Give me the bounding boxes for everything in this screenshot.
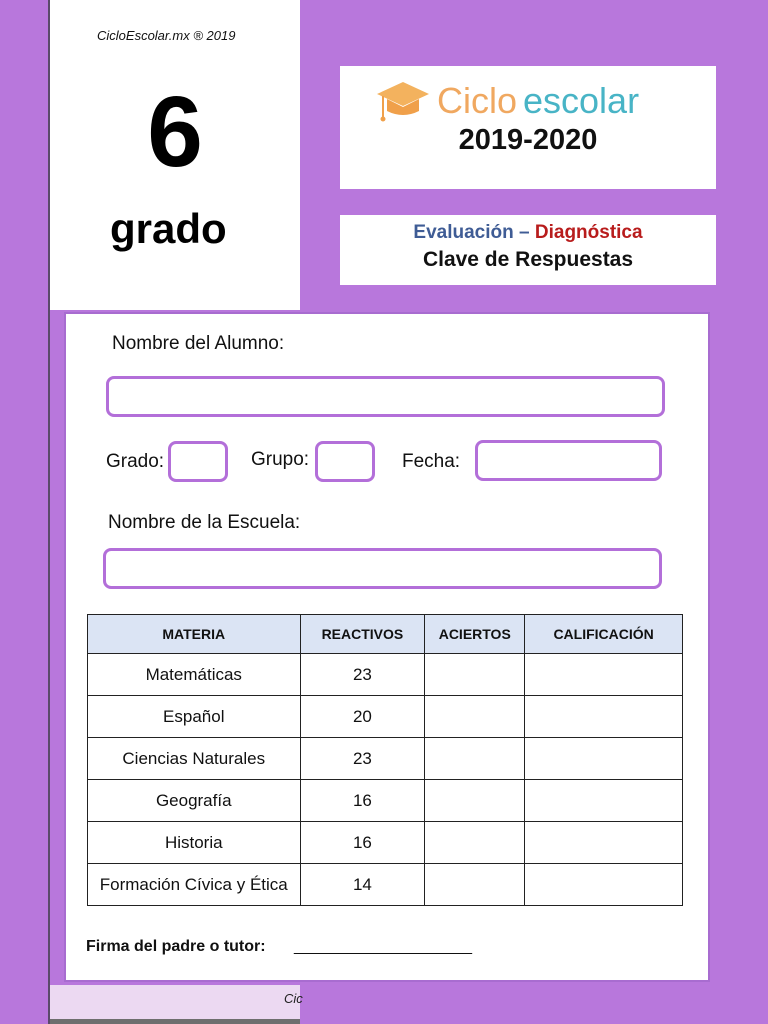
cell-aciertos[interactable] (425, 822, 525, 864)
school-year: 2019-2020 (458, 124, 598, 156)
evaluation-prefix: Evaluación – (413, 222, 530, 243)
cell-aciertos[interactable] (425, 780, 525, 822)
logo-word-escolar: escolar (523, 80, 640, 121)
student-name-field[interactable] (106, 376, 665, 417)
grado-field[interactable] (168, 441, 228, 482)
evaluation-title (340, 222, 716, 244)
cell-reactivos: 23 (300, 654, 425, 696)
cell-calificacion[interactable] (525, 696, 683, 738)
header-reactivos: REACTIVOS (300, 615, 425, 654)
footer-bar (50, 1019, 300, 1024)
table-row (88, 696, 683, 738)
cell-reactivos: 20 (300, 696, 425, 738)
evaluation-type: Diagnóstica (534, 222, 643, 243)
signature-label: Firma del padre o tutor: (86, 938, 266, 955)
cell-calificacion[interactable] (525, 864, 683, 906)
table-row (88, 780, 683, 822)
cell-materia: Formación Cívica y Ética (88, 864, 301, 906)
fecha-field[interactable] (475, 440, 662, 481)
school-name-label: Nombre de la Escuela: (108, 512, 301, 533)
table-header-row (88, 615, 683, 654)
grupo-label: Grupo: (251, 449, 310, 470)
table-row (88, 864, 683, 906)
student-name-label: Nombre del Alumno: (112, 333, 285, 354)
cell-calificacion[interactable] (525, 780, 683, 822)
footer-strip (50, 985, 300, 1019)
table-row (88, 738, 683, 780)
cell-aciertos[interactable] (425, 654, 525, 696)
grupo-field[interactable] (315, 441, 375, 482)
scores-table (87, 614, 683, 906)
cell-materia: Matemáticas (88, 654, 301, 696)
copyright-text: CicloEscolar.mx ® 2019 (97, 28, 236, 43)
header-materia: MATERIA (88, 615, 301, 654)
cell-calificacion[interactable] (525, 654, 683, 696)
cell-calificacion[interactable] (525, 822, 683, 864)
cell-aciertos[interactable] (425, 696, 525, 738)
signature-line[interactable]: ____________________ (294, 938, 472, 955)
cell-calificacion[interactable] (525, 738, 683, 780)
cell-materia: Ciencias Naturales (88, 738, 301, 780)
cell-reactivos: 23 (300, 738, 425, 780)
cell-reactivos: 16 (300, 780, 425, 822)
cell-materia: Geografía (88, 780, 301, 822)
table-row (88, 822, 683, 864)
answer-key-subtitle: Clave de Respuestas (422, 248, 634, 271)
grade-word: grado (110, 205, 227, 252)
table-row (88, 654, 683, 696)
school-name-field[interactable] (103, 548, 662, 589)
cell-aciertos[interactable] (425, 738, 525, 780)
logo-word-ciclo: Ciclo (437, 80, 518, 121)
cell-aciertos[interactable] (425, 864, 525, 906)
header-calificacion: CALIFICACIÓN (525, 615, 683, 654)
header-aciertos: ACIERTOS (425, 615, 525, 654)
cell-materia: Español (88, 696, 301, 738)
cell-reactivos: 16 (300, 822, 425, 864)
footer-text: Cic (284, 991, 303, 1006)
graduation-cap-icon (375, 78, 431, 124)
grade-number: 6 (147, 76, 203, 188)
fecha-label: Fecha: (402, 451, 461, 472)
cell-reactivos: 14 (300, 864, 425, 906)
grado-label: Grado: (106, 451, 165, 472)
cell-materia: Historia (88, 822, 301, 864)
logo (375, 76, 639, 126)
